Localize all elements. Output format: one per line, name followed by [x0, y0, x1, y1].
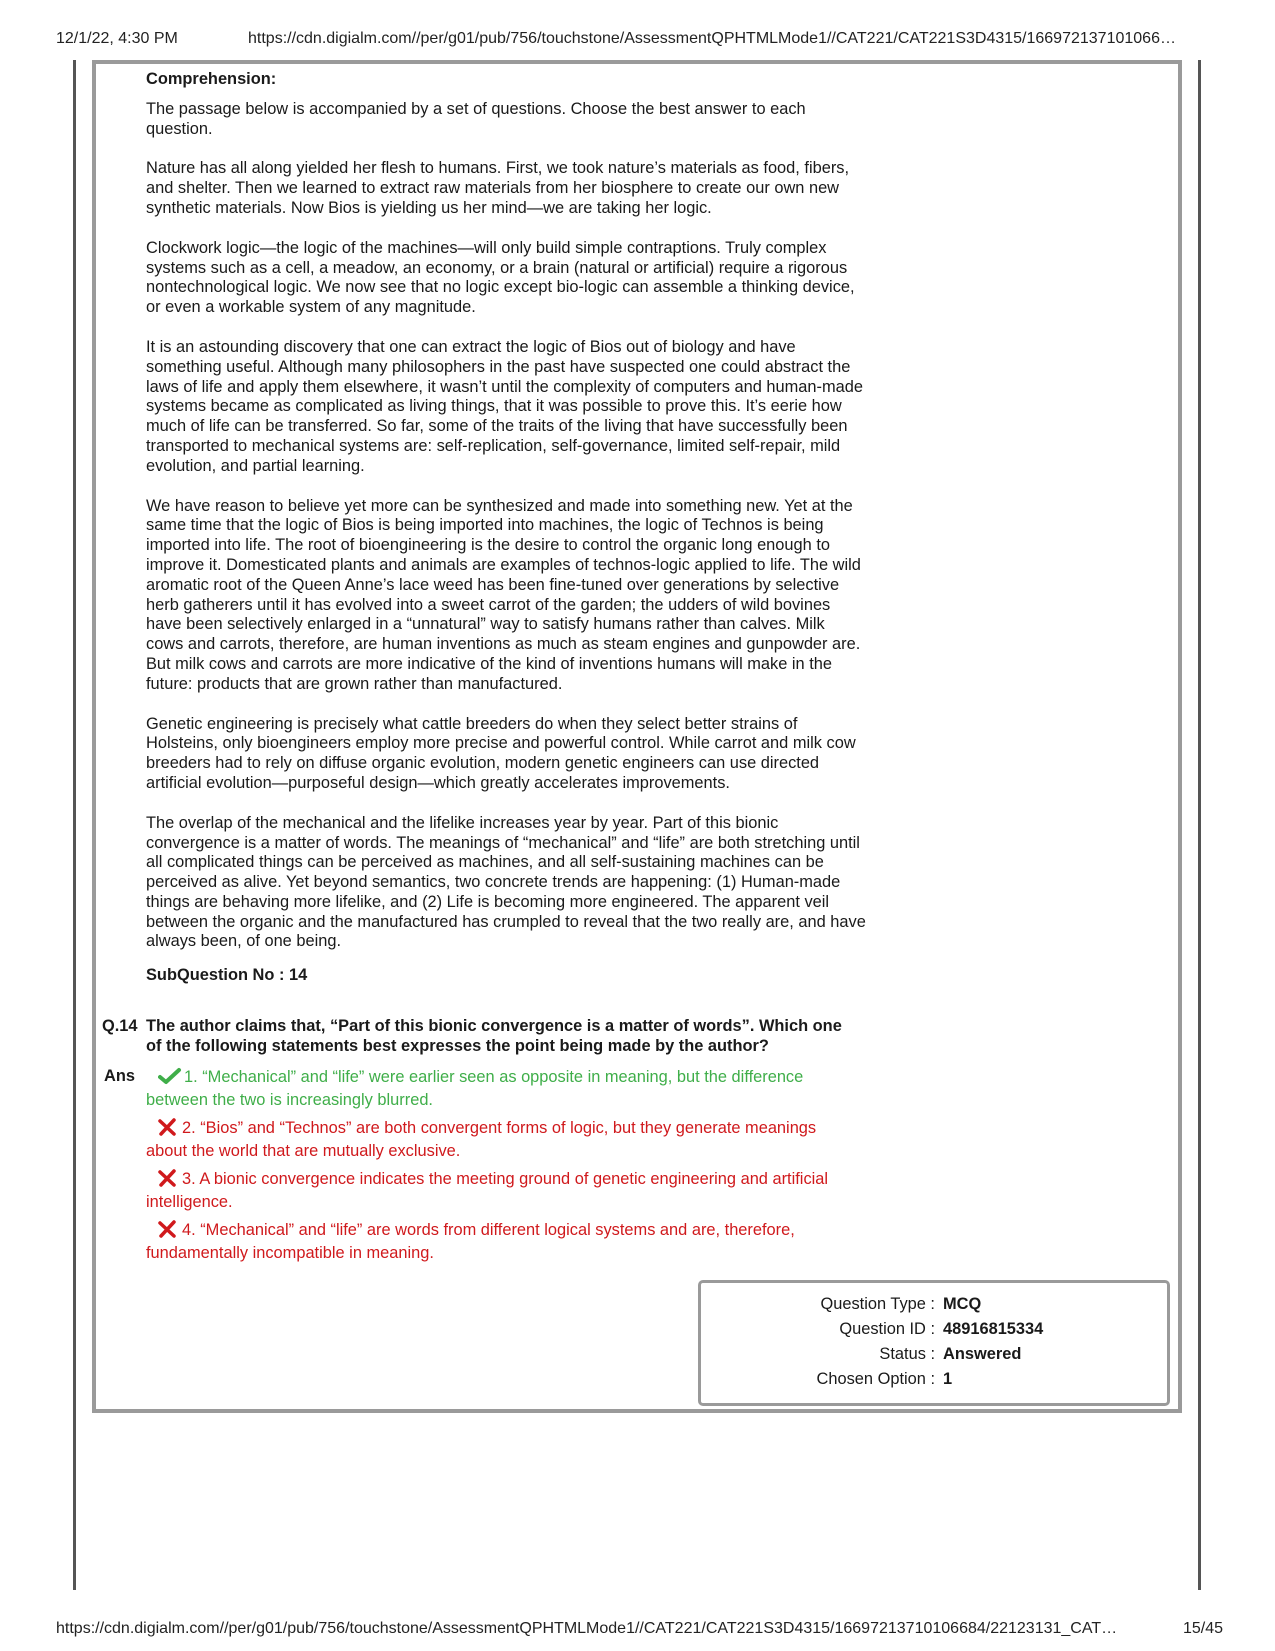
passage-paragraph: Nature has all along yielded her flesh to humans. First, we took nature’s materials as food, fibers, and shelter. Then we learned to extract raw materials from her biosphere to create our own new synthetic materials. Now Bios is yielding us her mind—we are taking her logic. [146, 159, 850, 217]
option-text: 4. “Mechanical” and “life” are words from different logical systems and are, therefore, fundamentally incompatible in meaning. [146, 1221, 795, 1262]
passage-paragraph: We have reason to believe yet more can be synthesized and made into something new. Yet at the same time that the logic of Bios is being imported into machines, the logic of Technos is being imported into life. The root of bioengineering is the desire to control the organic long enough to improve it. Domesticated plants and animals are examples of technos-logic applied to life. The wild aromatic root of the Queen Anne’s lace weed has been fine-tuned over generations by selective herb gatherers until it has evolved into a sweet carrot of the garden; the udders of wild bovines have been selectively enlarged in a “unnatural” way to satisfy humans rather than calves. Milk cows and carrots, therefore, are human inventions as much as steam engines and gunpowder are. But milk cows and carrots are more indicative of the kind of inventions humans will make in the future: products that are grown rather than manufactured. [146, 496, 861, 693]
passage-paragraph: Clockwork logic—the logic of the machines—will only build simple contraptions. Truly complex systems such as a cell, a meadow, an economy, or a brain (natural or artificial) require a rigorous nontechnological logic. We now see that no logic except bio-logic can assemble a thinking device, or even a workable system of any magnitude. [146, 238, 855, 317]
page-left-rule [73, 60, 76, 1590]
check-icon [158, 1067, 184, 1085]
question-type-value: MCQ [943, 1295, 982, 1313]
chosen-option-row [701, 1370, 1167, 1392]
option-text: 2. “Bios” and “Technos” are both convergent forms of logic, but they generate meanings about the world that are mutually exclusive. [146, 1119, 817, 1160]
cross-icon [156, 1118, 182, 1136]
comprehension-heading: Comprehension: [146, 70, 277, 88]
passage-paragraph: The overlap of the mechanical and the lifelike increases year by year. Part of this bionic convergence is a matter of words. The meanings of “mechanical” and “life” are both stretching until all complicated things can be perceived as machines, and all self-sustaining machines can be perceived as alive. Yet beyond semantics, two concrete trends are happening: (1) Human-made things are behaving more lifelike, and (2) Life is becoming more engineered. The apparent veil between the organic and the manufactured has crumpled to reveal that the two really are, and have always been, of one being. [146, 813, 866, 951]
option-text: 1. “Mechanical” and “life” were earlier seen as opposite in meaning, but the difference between the two is increasingly blurred. [146, 1068, 804, 1109]
subquestion-label: SubQuestion No : 14 [146, 966, 308, 985]
question-type-row [701, 1295, 1167, 1317]
page-number: 15/45 [1183, 1620, 1224, 1637]
question-id-label: Question ID : [839, 1320, 935, 1338]
option-text: 3. A bionic convergence indicates the meeting ground of genetic engineering and artificial intelligence. [146, 1170, 829, 1211]
print-datetime: 12/1/22, 4:30 PM [56, 30, 178, 47]
print-footer-url: https://cdn.digialm.com//per/g01/pub/756/touchstone/AssessmentQPHTMLMode1//CAT221/CAT221S3D4315/16697213710106684/22123131_CAT… [56, 1620, 1118, 1637]
cross-icon [156, 1220, 182, 1238]
answer-options [146, 1066, 856, 1270]
status-row [701, 1345, 1167, 1367]
option-1 [146, 1066, 856, 1112]
passage-paragraph: Genetic engineering is precisely what cattle breeders do when they select better strains of Holsteins, only bioengineers employ more precise and powerful control. While carrot and milk cow breeders had to rely on diffuse organic evolution, modern genetic engineers can use directed artificial evolution—purposeful design—which greatly accelerates improvements. [146, 714, 856, 792]
option-4 [146, 1219, 856, 1265]
print-header-url: https://cdn.digialm.com//per/g01/pub/756/touchstone/AssessmentQPHTMLMode1//CAT221/CAT221S3D4315/166972137101066… [248, 30, 1176, 47]
status-label: Status : [879, 1345, 935, 1363]
page-right-rule [1198, 60, 1201, 1590]
passage-instruction: The passage below is accompanied by a set of questions. Choose the best answer to each question. [146, 99, 806, 138]
question-type-label: Question Type : [820, 1295, 935, 1313]
question-id-value: 48916815334 [943, 1320, 1044, 1338]
question-number: Q.14 [102, 1017, 138, 1035]
question-id-row [701, 1320, 1167, 1342]
option-3 [146, 1168, 856, 1214]
option-2 [146, 1117, 856, 1163]
passage-paragraph: It is an astounding discovery that one can extract the logic of Bios out of biology and have something useful. Although many philosophers in the past have suspected one could abstract the laws of life and apply them elsewhere, it wasn’t until the complexity of computers and human-made systems became as complicated as living things, that it was possible to prove this. It’s eerie how much of life can be transferred. So far, some of the traits of the living that have successfully been transported to mechanical systems are: self-replication, self-governance, limited self-repair, mild evolution, and partial learning. [146, 337, 863, 475]
question-info-box [698, 1280, 1170, 1406]
comprehension-section [146, 70, 866, 995]
chosen-option-label: Chosen Option : [816, 1370, 935, 1388]
answer-label: Ans [104, 1067, 135, 1085]
chosen-option-value: 1 [943, 1370, 953, 1388]
cross-icon [156, 1169, 182, 1187]
status-value: Answered [943, 1345, 1022, 1363]
question-text: The author claims that, “Part of this bionic convergence is a matter of words”. Which one of the following statements best expresses the point being made by the author? [146, 1017, 842, 1055]
